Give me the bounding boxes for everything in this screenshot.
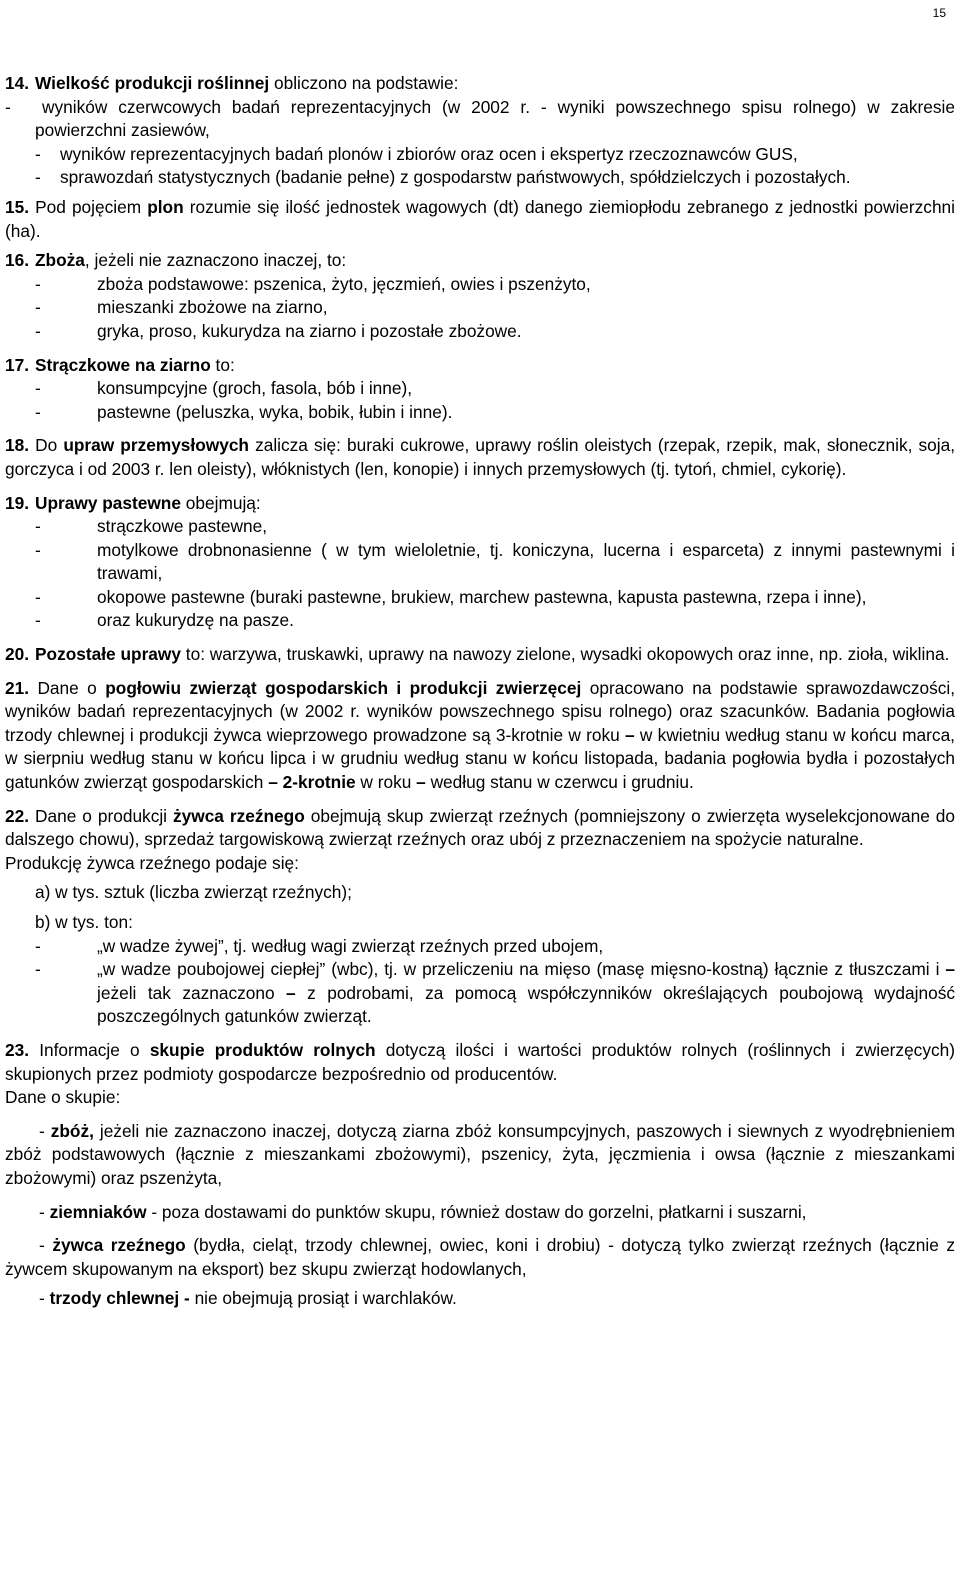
section-number: 18. (5, 435, 30, 456)
list-item-text: gryka, proso, kukurydza na ziarno i pozostałe zbożowe. (97, 320, 522, 341)
list-item: - ziemniaków - poza dostawami do punktów skupu, również dostaw do gorzelni, płatkarni i suszarni, (39, 1201, 807, 1222)
list-item-text: „w wadze żywej”, tj. według wagi zwierząt rzeźnych przed ubojem, (97, 935, 604, 956)
list-item-text: wyników reprezentacyjnych badań plonów i zbiorów oraz ocen i ekspertyz rzeczoznawców GUS, (60, 143, 798, 164)
text: Do (29, 435, 64, 456)
list-item-text: oraz kukurydzę na pasze. (97, 610, 294, 631)
list-item: - „w wadze poubojowej ciepłej” (wbc), tj. w przeliczeniu na mięso (masę mięsno-kostną) łącznie z tłuszczami i – jeżeli tak zaznaczono – z podrobami, za pomocą współczynników określających poubojową wydajność poszczególnych gatunków zwierząt. (5, 958, 955, 1029)
section-16-heading (5, 249, 955, 273)
section-22 (5, 805, 955, 1029)
list-item-text: motylkowe drobnonasienne ( w tym wieloletnie, tj. koniczyna, lucerna i esparceta) z innymi pastewnymi i trawami, (97, 539, 955, 584)
list-item: - gryka, proso, kukurydza na ziarno i pozostałe zbożowe. (5, 320, 955, 344)
section-number: 15. (5, 196, 30, 217)
text: to: warzywa, truskawki, uprawy na nawozy zielone, wysadki okopowych oraz inne, np. zioła, wiklina. (180, 644, 950, 665)
dash: – (945, 959, 955, 980)
term: Pozostałe uprawy (35, 644, 181, 665)
text: jeżeli nie zaznaczono inaczej, dotyczą ziarna zbóż konsumpcyjnych, paszowych i siewnych z wyodrębnieniem zbóż podstawowych (łącznie z mieszankami zbożowymi), pszenicy, żyta, jęczmienia i owsa (łącznie z mieszankami zbożowymi) oraz pszenżyta, (5, 1120, 955, 1188)
list-item: - strączkowe pastewne, (5, 515, 955, 539)
term: skupie produktów rolnych (149, 1039, 376, 1060)
list-item: - mieszanki zbożowe na ziarno, (5, 296, 955, 320)
dash: – (416, 772, 426, 793)
list-item: - sprawozdań statystycznych (badanie pełne) z gospodarstw państwowych, spółdzielczych i pozostałych. (5, 166, 955, 190)
section-20 (5, 643, 955, 667)
sublist-b: b) w tys. ton: (35, 912, 133, 932)
text: obejmują: (180, 492, 261, 513)
section-23-intro: Dane o skupie: (5, 1087, 121, 1108)
text: według stanu w czerwcu i grudniu. (425, 772, 694, 793)
section-number: 19. (5, 492, 30, 513)
list-item-text: okopowe pastewne (buraki pastewne, brukiew, marchew pastewna, kapusta pastewna, rzepa i inne), (97, 586, 867, 607)
list-item: - oraz kukurydzę na pasze. (5, 609, 955, 633)
list-item: - żywca rzeźnego (bydła, cieląt, trzody chlewnej, owiec, koni i drobiu) - dotyczą tylko zwierząt rzeźnych (łącznie z żywcem skupowanym na eksport) bez skupu zwierząt hodowlanych, (5, 1235, 955, 1279)
text: nie obejmują prosiąt i warchlaków. (189, 1288, 457, 1309)
section-23 (5, 1039, 955, 1311)
term: trzody chlewnej - (49, 1288, 190, 1309)
term: zbóż, (50, 1120, 94, 1141)
list-item: - zboża podstawowe: pszenica, żyto, jęczmień, owies i pszenżyto, (5, 273, 955, 297)
text: Dane o (29, 677, 106, 698)
section-17-heading (5, 354, 955, 378)
term: Uprawy pastewne (35, 492, 181, 513)
text: dotyczą ilości i wartości produktów rolnych (roślinnych i zwierzęcych) skupionych przez podmioty gospodarcze bezpośrednio od producentów. (5, 1039, 955, 1084)
text: - poza dostawami do punktów skupu, również dostaw do gorzelni, płatkarni i suszarni, (146, 1201, 807, 1222)
text: (bydła, cieląt, trzody chlewnej, owiec, koni i drobiu) - dotyczą tylko zwierząt rzeźnych (łącznie z żywcem skupowanym na eksport) bez skupu zwierząt hodowlanych, (5, 1235, 955, 1279)
list-item: - wyników czerwcowych badań reprezentacyjnych (w 2002 r. - wyniki powszechnego spisu rolnego) w zakresie powierzchni zasiewów, (5, 96, 955, 141)
section-number: 21. (5, 677, 30, 698)
section-16 (5, 249, 955, 343)
section-17 (5, 354, 955, 425)
term: żywca rzeźnego (173, 805, 305, 826)
text: , jeżeli nie zaznaczono inaczej, to: (84, 250, 347, 271)
text: jeżeli tak zaznaczono (97, 982, 287, 1003)
list-item-text: pastewne (peluszka, wyka, bobik, łubin i inne). (97, 401, 453, 422)
list-item-text: sprawozdań statystycznych (badanie pełne) z gospodarstw państwowych, spółdzielczych i pozostałych. (60, 167, 851, 188)
text: to: (210, 354, 235, 375)
list-item-text: konsumpcyjne (groch, fasola, bób i inne), (97, 378, 413, 399)
list-item: - trzody chlewnej - nie obejmują prosiąt i warchlaków. (39, 1288, 457, 1309)
section-22-paragraph (5, 805, 955, 852)
list-item: - wyników reprezentacyjnych badań plonów i zbiorów oraz ocen i ekspertyz rzeczoznawców GUS, (5, 143, 955, 167)
text: w roku (355, 772, 417, 793)
term: ziemniaków (49, 1201, 147, 1222)
section-number: 16. (5, 250, 30, 271)
text: Informacje o (29, 1039, 150, 1060)
section-14-heading (5, 72, 955, 96)
dash: – (625, 724, 635, 745)
section-18 (5, 434, 955, 481)
list-item-text (97, 958, 955, 1029)
section-number: 20. (5, 644, 30, 665)
list-item-text: zboża podstawowe: pszenica, żyto, jęczmień, owies i pszenżyto, (97, 273, 591, 294)
dash: – (268, 772, 278, 793)
term: upraw przemysłowych (63, 435, 249, 456)
term: Wielkość produkcji roślinnej (35, 73, 270, 93)
bold-text: 2-krotnie (277, 772, 356, 793)
section-19 (5, 492, 955, 634)
term: Strączkowe na ziarno (35, 354, 211, 375)
section-number: 23. (5, 1039, 30, 1060)
text: w kwietniu według stanu w końcu marca, w sierpniu według stanu w końcu lipca i w grudniu według stanu w końcu listopada, badania pogłowia bydła i pozostałych gatunków zwierząt gospodarskich (5, 724, 955, 793)
list-item-text: mieszanki zbożowe na ziarno, (97, 297, 328, 318)
text: opracowano na podstawie sprawozdawczości, wyników badań reprezentacyjnych (w 2002 r. wyników powszechnego spisu rolnego) oraz szacunków. Badania pogłowia trzody chlewnej i produkcji żywca wieprzowego prowadzone są 3-krotnie w roku (5, 677, 956, 745)
text: rozumie się ilość jednostek wagowych (dt) danego ziemiopłodu zebranego z jednostki powierzchni (ha). (5, 196, 956, 241)
list-item: - zbóż, jeżeli nie zaznaczono inaczej, dotyczą ziarna zbóż konsumpcyjnych, paszowych i siewnych z wyodrębnieniem zbóż podstawowych (łącznie z mieszankami zbożowymi), pszenicy, żyta, jęczmienia i owsa (łącznie z mieszankami zbożowymi) oraz pszenżyta, (5, 1120, 955, 1188)
term: żywca rzeźnego (52, 1235, 186, 1256)
section-number: 22. (5, 805, 30, 826)
section-21 (5, 677, 955, 795)
page-number: 15 (932, 6, 946, 20)
list-item: - konsumpcyjne (groch, fasola, bób i inne), (5, 377, 955, 401)
list-item: - „w wadze żywej”, tj. według wagi zwierząt rzeźnych przed ubojem, (5, 935, 955, 959)
list-item-text: strączkowe pastewne, (97, 516, 268, 537)
text: obejmują skup zwierząt rzeźnych (pomniejszony o zwierzęta wyselekcjonowane do dalszego chowu), sprzedaż targowiskową zwierząt rzeźnych oraz ubój z przeznaczeniem na spożycie naturalne. (5, 805, 955, 850)
document-body (5, 72, 955, 1311)
dash: – (286, 982, 296, 1003)
text: Pod pojęciem (29, 196, 148, 217)
sublist-a: a) w tys. sztuk (liczba zwierząt rzeźnych); (35, 882, 352, 903)
section-15 (5, 196, 955, 243)
term: plon (147, 196, 184, 217)
list-item: - motylkowe drobnonasienne ( w tym wieloletnie, tj. koniczyna, lucerna i esparceta) z innymi pastewnymi i trawami, (5, 539, 955, 586)
list-item: - okopowe pastewne (buraki pastewne, brukiew, marchew pastewna, kapusta pastewna, rzepa i inne), (5, 586, 955, 610)
list-item: - pastewne (peluszka, wyka, bobik, łubin i inne). (5, 401, 955, 425)
section-14 (5, 72, 955, 190)
section-23-paragraph (5, 1039, 955, 1086)
text: Dane o produkcji (29, 805, 173, 826)
section-22-intro: Produkcję żywca rzeźnego podaje się: (5, 852, 299, 873)
list-item-text: wyników czerwcowych badań reprezentacyjnych (w 2002 r. - wyniki powszechnego spisu rolnego) w zakresie powierzchni zasiewów, (35, 96, 955, 141)
text: zalicza się: buraki cukrowe, uprawy roślin oleistych (rzepak, rzepik, mak, słonecznik, soja, gorczyca i od 2003 r. len oleisty), włóknistych (len, konopie) i innych przemysłowych (tj. tytoń, chmiel, cykorię). (5, 435, 955, 479)
text: z podrobami, za pomocą współczynników określających poubojową wydajność poszczególnych gatunków zwierząt. (97, 982, 955, 1027)
text: „w wadze poubojowej ciepłej” (wbc), tj. w przeliczeniu na mięso (masę mięsno-kostną) łącznie z tłuszczami i (97, 959, 946, 980)
section-number: 14. (5, 73, 30, 93)
section-19-heading (5, 492, 955, 516)
term: Zboża (35, 250, 85, 271)
text: obliczono na podstawie: (269, 73, 459, 93)
term: pogłowiu zwierząt gospodarskich i produkcji zwierzęcej (105, 677, 582, 698)
section-number: 17. (5, 354, 30, 375)
